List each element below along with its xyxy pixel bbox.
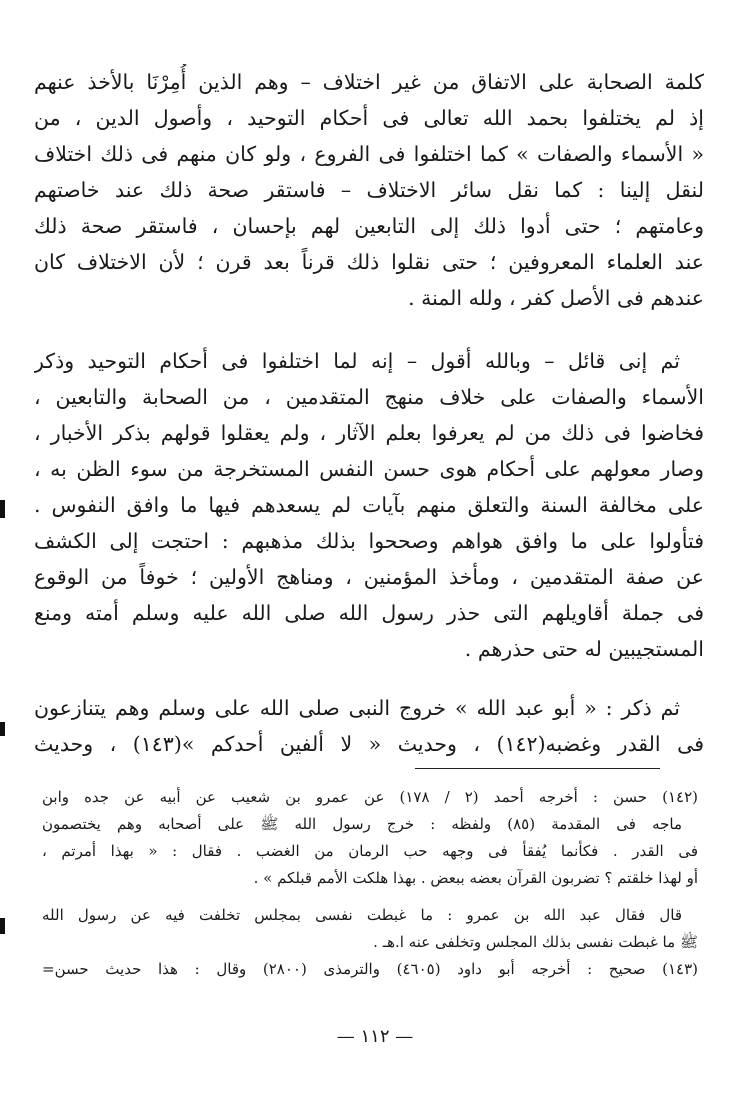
binding-mark xyxy=(0,918,5,934)
footnote-line: أو لهذا خلقتم ؟ تضربون القرآن بعضه ببعض . بهذا هلكت الأمم قبلكم » . xyxy=(253,869,698,887)
footnote-separator xyxy=(415,768,660,769)
text-line: فتأولوا على ما وافق هواهم وصححوا بذلك مذهبهم : احتجت إلى الكشف xyxy=(34,529,704,553)
paragraph-2 xyxy=(34,343,704,667)
text-line: ثم إنى قائل – وبالله أقول – إنه لما اختلفوا فى أحكام التوحيد وذكر xyxy=(34,349,680,373)
binding-mark xyxy=(0,722,5,736)
text-line: وصار معولهم على أحكام هوى حسن النفس المستخرجة من سوء الظن به ، xyxy=(34,457,704,481)
text-line: فى جملة أقاويلهم التى حذر رسول الله صلى الله عليه وسلم أمته ومنع xyxy=(34,601,704,625)
text-line: إذ لم يختلفوا بحمد الله تعالى فى أحكام التوحيد ، وأصول الدين ، من xyxy=(34,106,704,130)
paragraph-1 xyxy=(34,64,704,316)
footnote-line: ﷺ ما غبطت نفسى بذلك المجلس وتخلفى عنه ا.هـ . xyxy=(373,933,698,951)
footnote-line: (١٤٣) صحيح : أخرجه أبو داود (٤٦٠٥) والترمذى (٢٨٠٠) وقال : هذا حديث حسن= xyxy=(42,960,698,978)
footnote-line: فى القدر . فكأنما يُفقأ فى وجهه حب الرمان من الغضب . فقال : « بهذا أمرتم ، xyxy=(42,842,698,860)
page-number: — ١١٢ — xyxy=(336,1026,414,1047)
text-line: فى القدر وغضبه(١٤٢) ، وحديث « لا ألفين أحدكم »(١٤٣) ، وحديث xyxy=(34,732,704,756)
binding-mark xyxy=(0,500,5,518)
footnote-line: قال فقال عبد الله بن عمرو : ما غبطت نفسى بمجلس تخلفت فيه عن رسول الله xyxy=(42,906,682,924)
text-line: المستجيبين له حتى حذرهم . xyxy=(464,637,704,661)
text-line: وعامتهم ؛ حتى أدوا ذلك إلى التابعين لهم بإحسان ، فاستقر صحة ذلك xyxy=(34,214,704,238)
footnote-line: ماجه فى المقدمة (٨٥) ولفظه : خرج رسول الله ﷺ على أصحابه وهم يختصمون xyxy=(42,815,682,833)
text-line: فخاضوا فى ذلك من لم يعرفوا بعلم الآثار ، ولم يعقلوا قولهم بذكر الأخبار ، xyxy=(34,421,704,445)
text-line: « الأسماء والصفات » كما اختلفوا فى الفروع ، ولو كان منهم فى ذلك اختلاف xyxy=(34,142,704,166)
text-line: عندهم فى الأصل كفر ، ولله المنة . xyxy=(408,286,704,310)
footnote-spacer xyxy=(42,892,698,902)
paragraph-3 xyxy=(34,690,704,762)
text-line: على مخالفة السنة والتعلق منهم بآيات لم يسعدهم فيها ما وافق النفوس . xyxy=(34,493,704,517)
text-line: عند العلماء المعروفين ؛ حتى نقلوا ذلك قرناً بعد قرن ؛ لأن الاختلاف كان xyxy=(34,250,704,274)
text-line: لنقل إلينا : كما نقل سائر الاختلاف – فاستقر صحة ذلك عند خاصتهم xyxy=(34,178,704,202)
footnotes xyxy=(42,784,698,983)
text-line: كلمة الصحابة على الاتفاق من غير اختلاف – وهم الذين أُمِرْنَا بالأخذ عنهم xyxy=(34,70,704,94)
text-line: عن صفة المتقدمين ، ومأخذ المؤمنين ، ومناهج الأولين ؛ خوفاً من الوقوع xyxy=(34,565,704,589)
text-line: ثم ذكر : « أبو عبد الله » خروج النبى صلى الله على وسلم وهم يتنازعون xyxy=(34,696,680,720)
footnote-line: (١٤٢) حسن : أخرجه أحمد (٢ / ١٧٨) عن عمرو بن شعيب عن أبيه عن جده وابن xyxy=(42,788,698,806)
text-line: الأسماء والصفات على خلاف منهج المتقدمين ، من الصحابة والتابعين ، xyxy=(34,385,704,409)
